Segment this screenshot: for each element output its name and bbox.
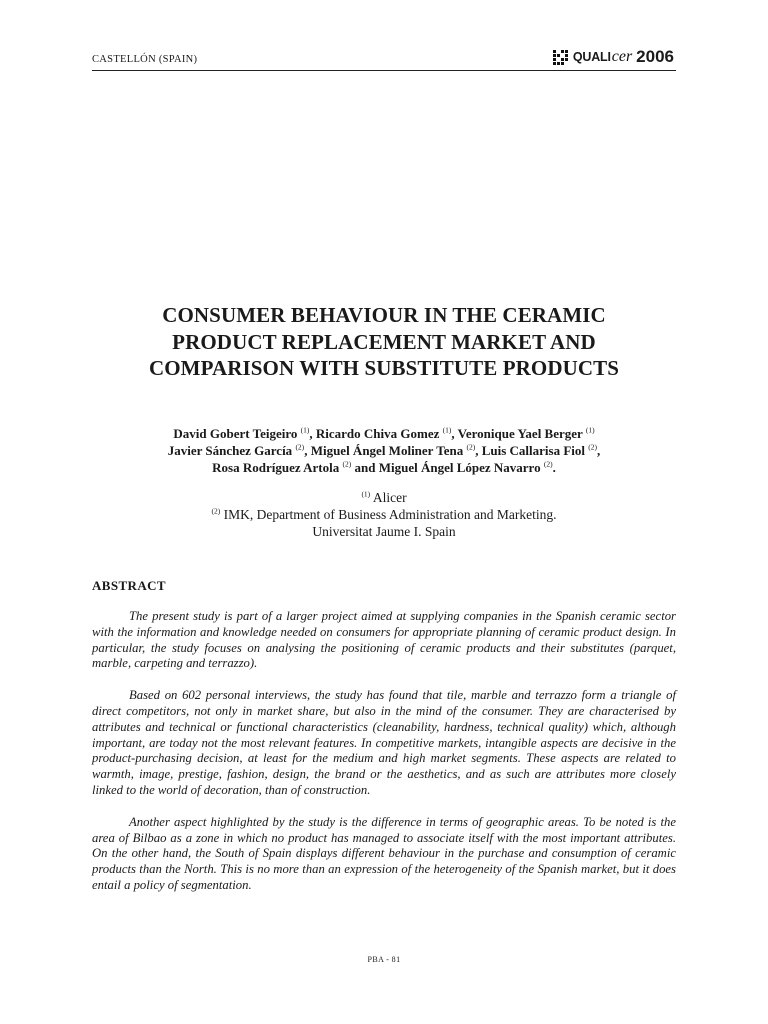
author-affil-marker: (1): [300, 425, 310, 435]
abstract-paragraph: Based on 602 personal interviews, the study has found that tile, marble and terrazzo form a triangle of direct competitors, not only in market share, but also in the mind of the consumer. They are characterised by attributes and technical or functional characteristics (cleanability, hardness, technical quality) which, although important, are today not the most relevant features. In competitive markets, intangible aspects are decisive in the product-purchasing decision, at least for the medium and high market segments. These aspects are related to warmth, image, prestige, fashion, design, the brand or the aesthetics, and as such are attributes more closely linked to the world of decoration, than of construction.: [92, 688, 676, 797]
author-line: [92, 442, 676, 459]
author-separator: and: [351, 460, 379, 475]
affil-text: IMK, Department of Business Administration and Marketing.: [223, 507, 557, 522]
title-line: CONSUMER BEHAVIOUR IN THE CERAMIC: [162, 303, 606, 327]
author-name: Veronique Yael Berger: [457, 426, 583, 441]
logo-brand: QUALI: [572, 50, 611, 64]
author-separator: .: [552, 460, 556, 475]
author-name: Miguel Ángel Moliner Tena: [310, 443, 464, 458]
affiliations: [92, 489, 676, 540]
author-affil-marker: (2): [295, 442, 305, 452]
logo-year: 2006: [636, 47, 674, 66]
abstract-paragraph: Another aspect highlighted by the study is the difference in terms of geographic areas. To be noted is the area of Bilbao as a zone in which no product has managed to associate itself with the most important attributes. On the other hand, the South of Spain displays different behaviour in the purchase and consumption of ceramic products than the North. This is no more than an expression of the heterogeneity of the Spanish market, but it does entail a policy of segmentation.: [92, 814, 676, 892]
header-location: CASTELLÓN (SPAIN): [92, 54, 198, 65]
page-header: [92, 46, 676, 71]
affiliation-2: [92, 506, 676, 523]
author-name: Rosa Rodríguez Artola: [212, 460, 340, 475]
author-list: [92, 425, 676, 476]
qualicer-logo: [553, 46, 674, 68]
affiliation-3: Universitat Jaume I. Spain: [312, 524, 456, 539]
title-line: COMPARISON WITH SUBSTITUTE PRODUCTS: [148, 356, 620, 380]
author-line: [92, 425, 676, 442]
author-affil-marker: (2): [466, 442, 476, 452]
page-number: PBA - 81: [367, 955, 401, 964]
author-line: [92, 459, 676, 476]
abstract-heading: ABSTRACT: [92, 578, 166, 593]
author-name: Luis Callarisa Fiol: [481, 443, 585, 458]
author-separator: ,: [309, 426, 316, 441]
author-affil-marker: (2): [342, 459, 352, 469]
author-separator: ,: [451, 426, 458, 441]
author-affil-marker: (2): [588, 442, 597, 452]
logo-script: cer: [611, 48, 633, 65]
abstract-body: [92, 609, 676, 910]
author-affil-marker: (1): [442, 425, 452, 435]
author-name: Ricardo Chiva Gomez: [315, 426, 440, 441]
author-name: David Gobert Teigeiro: [173, 426, 298, 441]
logo-grid-icon: [553, 50, 568, 65]
author-affil-marker: (1): [585, 425, 595, 435]
author-separator: ,: [475, 443, 482, 458]
affil-marker: (1): [361, 489, 371, 499]
abstract-paragraph: The present study is part of a larger project aimed at supplying companies in the Spanish ceramic sector with the information and knowledge needed on consumers for appropriate planning of ceramic product design. In particular, the study focuses on analysing the positioning of ceramic products and their substitutes (parquet, marble, carpeting and terrazzo).: [92, 609, 676, 671]
author-separator: ,: [597, 443, 601, 458]
author-separator: ,: [304, 443, 311, 458]
author-affil-marker: (2): [543, 459, 553, 469]
title-line: PRODUCT REPLACEMENT MARKET AND: [172, 329, 596, 354]
author-name: Miguel Ángel López Navarro: [378, 460, 541, 475]
paper-title: [92, 302, 676, 382]
affiliation-1: [92, 489, 676, 506]
affil-text: Alicer: [372, 490, 407, 505]
affil-marker: (2): [211, 506, 221, 516]
author-name: Javier Sánchez García: [167, 443, 293, 458]
